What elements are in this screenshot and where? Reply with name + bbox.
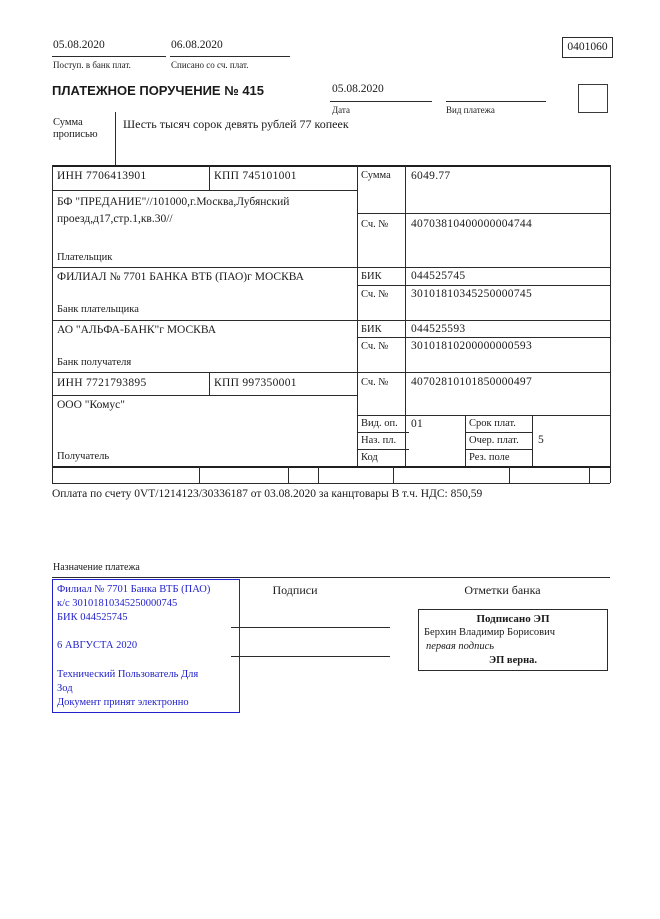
ep-stamp-sign-type: первая подпись	[426, 641, 495, 652]
purpose-code-label: Наз. пл.	[361, 435, 397, 446]
payee-bank-bik-label: БИК	[361, 324, 382, 335]
due-date-label: Срок плат.	[469, 418, 516, 429]
payer-account-label: Сч. №	[361, 219, 389, 230]
doc-date-underline	[330, 101, 432, 102]
payment-purpose-text: Оплата по счету 0VT/1214123/30336187 от 03.08.2020 за канцтовары В т.ч. НДС: 850,59	[52, 488, 483, 500]
table-bottom-border	[52, 466, 610, 468]
grid-line	[357, 415, 610, 416]
signature-line-2	[231, 656, 390, 657]
grid-line	[393, 466, 394, 483]
grid-line	[589, 466, 590, 483]
received-date-label: Поступ. в банк плат.	[53, 60, 131, 70]
form-code-box	[562, 37, 613, 58]
ep-stamp-box	[418, 609, 608, 671]
grid-line	[357, 165, 358, 466]
bank-marks-label: Отметки банка	[464, 583, 541, 597]
sum-label: Сумма	[361, 170, 391, 181]
grid-line	[357, 432, 409, 433]
doc-date-label: Дата	[332, 105, 350, 115]
payment-type-label: Вид платежа	[446, 105, 495, 115]
grid-line	[357, 285, 610, 286]
grid-line	[199, 466, 200, 483]
payee-inn: ИНН 7721793895	[57, 377, 147, 389]
grid-line	[465, 415, 466, 466]
payee-bank-name: АО "АЛЬФА-БАНК"г МОСКВА	[57, 324, 217, 336]
grid-line	[209, 165, 210, 190]
signatures-label: Подписи	[272, 583, 318, 597]
grid-line	[52, 267, 610, 268]
amount-words-value: Шесть тысяч сорок девять рублей 77 копеек	[123, 117, 349, 131]
amount-words-label: Сумма прописью	[53, 117, 98, 141]
payee-account: 40702810101850000497	[411, 376, 532, 388]
grid-line	[357, 337, 610, 338]
received-date-underline	[52, 56, 166, 57]
grid-line	[509, 466, 510, 483]
payee-name: ООО "Комус"	[57, 399, 125, 411]
code-label: Код	[361, 452, 378, 463]
grid-line	[465, 449, 532, 450]
grid-line	[52, 320, 610, 321]
debited-date: 06.08.2020	[171, 39, 223, 51]
fields-row-bottom-border	[52, 483, 610, 484]
amount-words-divider	[115, 112, 116, 165]
payer-name: БФ "ПРЕДАНИЕ"//101000,г.Москва,Лубянский проезд,д17,стр.1,кв.30//	[57, 196, 290, 226]
ep-stamp-title: Подписано ЭП	[476, 613, 550, 625]
bank-stamp-line: Технический Пользователь Для	[57, 669, 199, 680]
grid-line	[357, 449, 409, 450]
payee-bank-account: 30101810200000000593	[411, 340, 532, 352]
payer-inn: ИНН 7706413901	[57, 170, 147, 182]
bank-stamp-line: БИК 044525745	[57, 612, 128, 623]
bank-stamp-date: 6 АВГУСТА 2020	[57, 640, 138, 651]
received-date: 05.08.2020	[53, 39, 105, 51]
bank-stamp-line: Филиал № 7701 Банка ВТБ (ПАО)	[57, 584, 211, 595]
grid-line	[532, 415, 533, 466]
grid-line	[610, 466, 611, 483]
payer-bank-bik-label: БИК	[361, 271, 382, 282]
sum-value: 6049.77	[411, 170, 451, 182]
grid-line	[318, 466, 319, 483]
ep-stamp-verified: ЭП верна.	[488, 655, 537, 666]
grid-line	[209, 372, 210, 395]
table-top-border	[52, 165, 610, 167]
payer-account: 40703810400000004744	[411, 218, 532, 230]
ep-stamp-signer: Берхин Владимир Борисович	[424, 627, 555, 638]
signature-line-1	[231, 627, 390, 628]
purpose-section-line	[52, 577, 610, 578]
payee-bank-account-label: Сч. №	[361, 341, 389, 352]
grid-line	[52, 190, 357, 191]
priority-value: 5	[538, 434, 545, 446]
grid-line	[357, 213, 610, 214]
op-type-label: Вид. оп.	[361, 418, 398, 429]
debited-date-label: Списано со сч. плат.	[171, 60, 249, 70]
payee-bank-label: Банк получателя	[57, 357, 132, 368]
grid-line	[52, 466, 53, 483]
grid-line	[52, 372, 610, 373]
bank-stamp-box	[52, 579, 240, 713]
doc-date: 05.08.2020	[332, 83, 384, 95]
payee-bank-bik: 044525593	[411, 323, 466, 335]
debited-date-underline	[170, 56, 290, 57]
payer-kpp: КПП 745101001	[214, 170, 297, 182]
form-code: 0401060	[567, 41, 608, 53]
payer-bank-label: Банк плательщика	[57, 304, 139, 315]
payee-account-label: Сч. №	[361, 377, 389, 388]
priority-checkbox	[578, 84, 608, 113]
table-right-border	[610, 165, 611, 466]
table-left-border	[52, 165, 53, 466]
bank-stamp-line: Зод	[57, 683, 73, 694]
reserve-field-label: Рез. поле	[469, 452, 510, 463]
payer-bank-bik: 044525745	[411, 270, 466, 282]
op-type-value: 01	[411, 418, 424, 430]
document-title: ПЛАТЕЖНОЕ ПОРУЧЕНИЕ № 415	[52, 83, 265, 98]
grid-line	[465, 432, 532, 433]
grid-line	[52, 395, 357, 396]
grid-line	[405, 165, 406, 466]
payer-bank-account-label: Сч. №	[361, 289, 389, 300]
payment-type-underline	[446, 101, 546, 102]
payer-bank-name: ФИЛИАЛ № 7701 БАНКА ВТБ (ПАО)г МОСКВА	[57, 271, 304, 283]
grid-line	[288, 466, 289, 483]
priority-label: Очер. плат.	[469, 435, 519, 446]
payer-bank-account: 30101810345250000745	[411, 288, 532, 300]
payee-kpp: КПП 997350001	[214, 377, 297, 389]
payment-purpose-label: Назначение платежа	[53, 562, 140, 573]
bank-stamp-line: Документ принят электронно	[57, 697, 189, 708]
payee-label: Получатель	[57, 451, 110, 462]
payer-label: Плательщик	[57, 252, 113, 263]
bank-stamp-line: к/с 30101810345250000745	[57, 598, 178, 609]
